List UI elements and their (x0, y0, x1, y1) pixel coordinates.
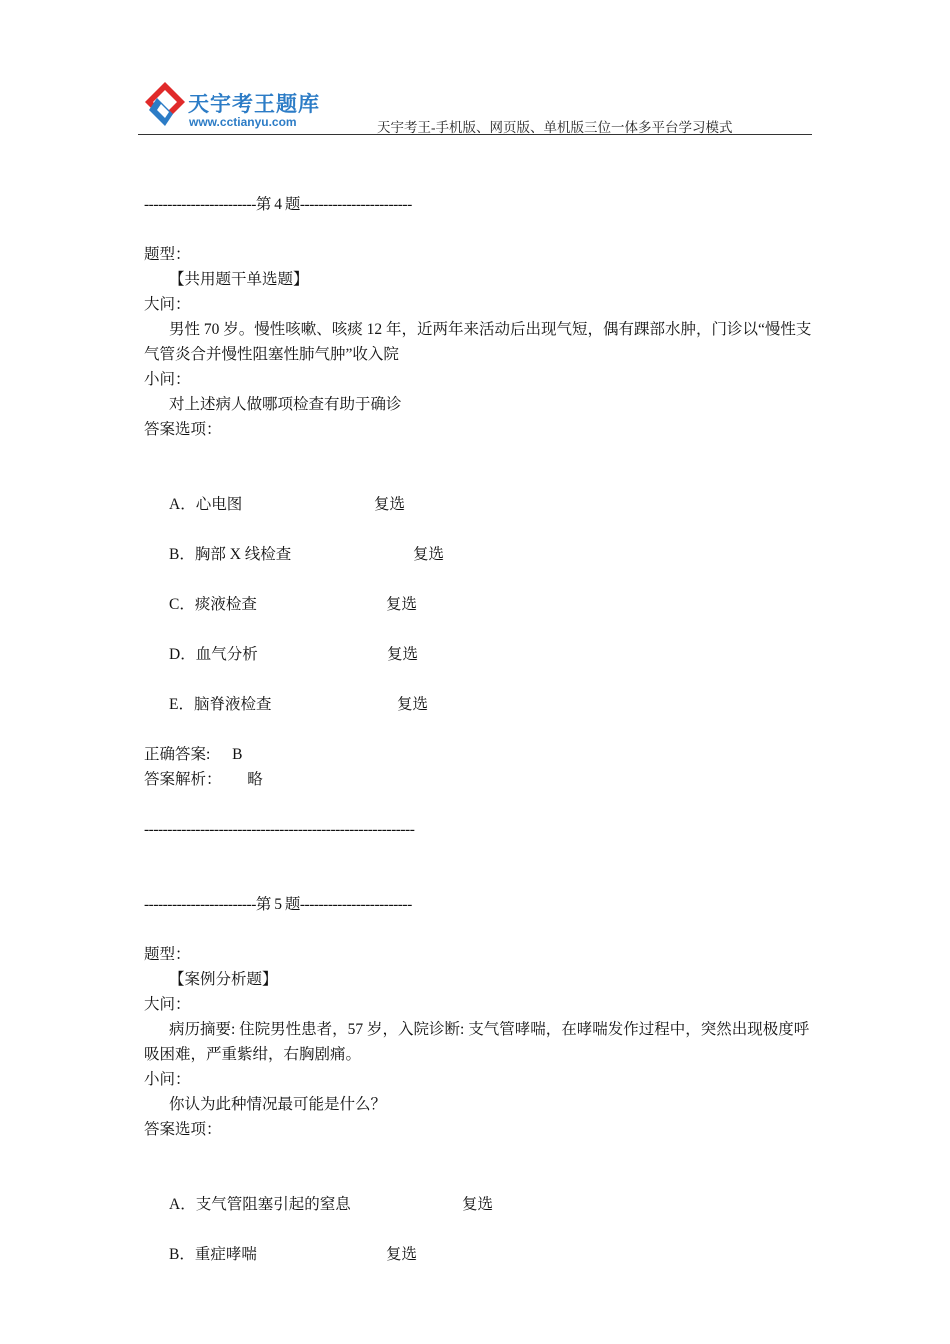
logo-url: www.cctianyu.com (189, 115, 297, 129)
sub-question-text: 对上述病人做哪项检查有助于确诊 (169, 396, 402, 413)
option-text: E．脑脊液检查 (169, 696, 272, 713)
correct-answer-row (144, 742, 812, 767)
options-label: 答案选项： (144, 421, 222, 438)
option-text: A．支气管阻塞引起的窒息 (169, 1196, 351, 1213)
question-content (144, 192, 812, 1292)
answer-option[interactable] (144, 1192, 812, 1242)
answer-option[interactable] (144, 542, 812, 592)
type-label: 题型： (144, 946, 191, 963)
logo-title: 天宇考王题库 (188, 92, 320, 116)
review-mark: 复选 (397, 696, 429, 713)
option-text: B．胸部 X 线检查 (169, 546, 292, 563)
option-text: B．重症哮喘 (169, 1246, 257, 1263)
analysis-value: 略 (247, 771, 263, 788)
main-question-text: 病历摘要: 住院男性患者，57 岁，入院诊断: 支气管哮喘，在哮喘发作过程中，突然出现极度呼吸困难，严重紫绀，右胸剧痛。 (144, 1021, 810, 1063)
review-mark: 复选 (413, 546, 445, 563)
type-label: 题型： (144, 246, 191, 263)
analysis-label: 答案解析： (144, 771, 222, 788)
question-type: 【案例分析题】 (169, 971, 278, 988)
analysis-row (144, 767, 812, 792)
review-mark: 复选 (386, 596, 418, 613)
main-question-label: 大问： (144, 996, 191, 1013)
option-text: A．心电图 (169, 496, 243, 513)
page-header (138, 78, 812, 135)
options-label: 答案选项： (144, 1121, 222, 1138)
sub-question-label: 小问： (144, 1071, 191, 1088)
question-separator: ------------------------第 4 题------------------------ (144, 196, 412, 213)
question-type: 【共用题干单选题】 (169, 271, 309, 288)
logo-icon (143, 80, 187, 128)
header-slogan: 天宇考王-手机版、网页版、单机版三位一体多平台学习模式 (377, 120, 733, 135)
main-question-label: 大问： (144, 296, 191, 313)
sub-question-text: 你认为此种情况最可能是什么？ (169, 1096, 387, 1113)
answer-option[interactable] (144, 1242, 812, 1292)
question-separator: ------------------------第 5 题------------------------ (144, 896, 412, 913)
question-end-separator: ---------------------------------------------------------- (144, 821, 415, 838)
sub-question-label: 小问： (144, 371, 191, 388)
answer-option[interactable] (144, 492, 812, 542)
correct-answer-label: 正确答案: (144, 746, 211, 763)
answer-option[interactable] (144, 592, 812, 642)
main-question-text: 男性 70 岁。慢性咳嗽、咳痰 12 年，近两年来活动后出现气短，偶有踝部水肿，门诊以“慢性支气管炎合并慢性阻塞性肺气肿”收入院 (144, 321, 812, 363)
answer-option[interactable] (144, 692, 812, 742)
review-mark: 复选 (387, 646, 419, 663)
option-text: D．血气分析 (169, 646, 258, 663)
review-mark: 复选 (462, 1196, 494, 1213)
review-mark: 复选 (386, 1246, 418, 1263)
review-mark: 复选 (374, 496, 406, 513)
correct-answer-value: B (232, 746, 243, 763)
answer-option[interactable] (144, 642, 812, 692)
option-text: C．痰液检查 (169, 596, 257, 613)
